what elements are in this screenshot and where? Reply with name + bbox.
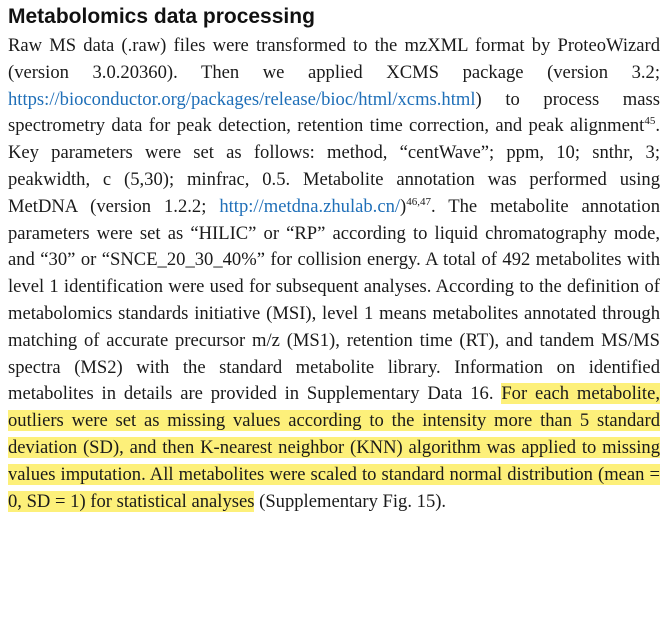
bioconductor-link[interactable]: https://bioconductor.org/packages/release/bioc/html/xcms.html	[8, 88, 476, 110]
metdna-link[interactable]: http://metdna.zhulab.cn/	[219, 195, 401, 217]
reference-superscript[interactable]: 46,47	[406, 195, 431, 208]
paragraph-text: . Key parameters were set as follows: method, “centWave”; ppm, 10; snthr, 3; peakwidth, c (5,30); minfrac, 0.5. Metabolite annotation was performed using MetDNA (version 1.2.2;	[8, 115, 660, 217]
section-heading: Metabolomics data processing	[8, 5, 315, 28]
body-paragraph	[8, 33, 660, 515]
paragraph-text: ) to process mass spectrometry data for peak detection, retention time correction, and peak alignment	[8, 88, 660, 137]
paragraph-text: )	[400, 195, 407, 217]
paragraph-text: (Supplementary Fig. 15).	[254, 490, 447, 512]
paragraph-text: Raw MS data (.raw) files were transformed to the mzXML format by ProteoWizard (version 3.0.20360). Then we applied XCMS package (version 3.2;	[8, 35, 660, 83]
paragraph-text: . The metabolite annotation parameters were set as “HILIC” or “RP” according to liquid chromatography mode, and “30” or “SNCE_20_30_40%” for collision energy. A total of 492 metabolites with level 1 identification were used for subsequent analyses. According to the definition of metabolomics standards initiative (MSI), level 1 means metabolites annotated through matching of accurate precursor m/z (MS1), retention time (RT), and tandem MS/MS spectra (MS2) with the standard metabolite library. Information on identified metabolites in details are provided in Supplementary Data 16.	[8, 195, 660, 405]
reference-superscript[interactable]: 45	[644, 115, 656, 128]
highlighted-text: For each metabolite, outliers were set as missing values according to the intensity more than 5 standard deviation (SD), and then K-nearest neighbor (KNN) algorithm was applied to missing values imputation. All metabolites were scaled to standard normal distribution (mean = 0, SD = 1) for statistical analyses	[8, 383, 660, 512]
